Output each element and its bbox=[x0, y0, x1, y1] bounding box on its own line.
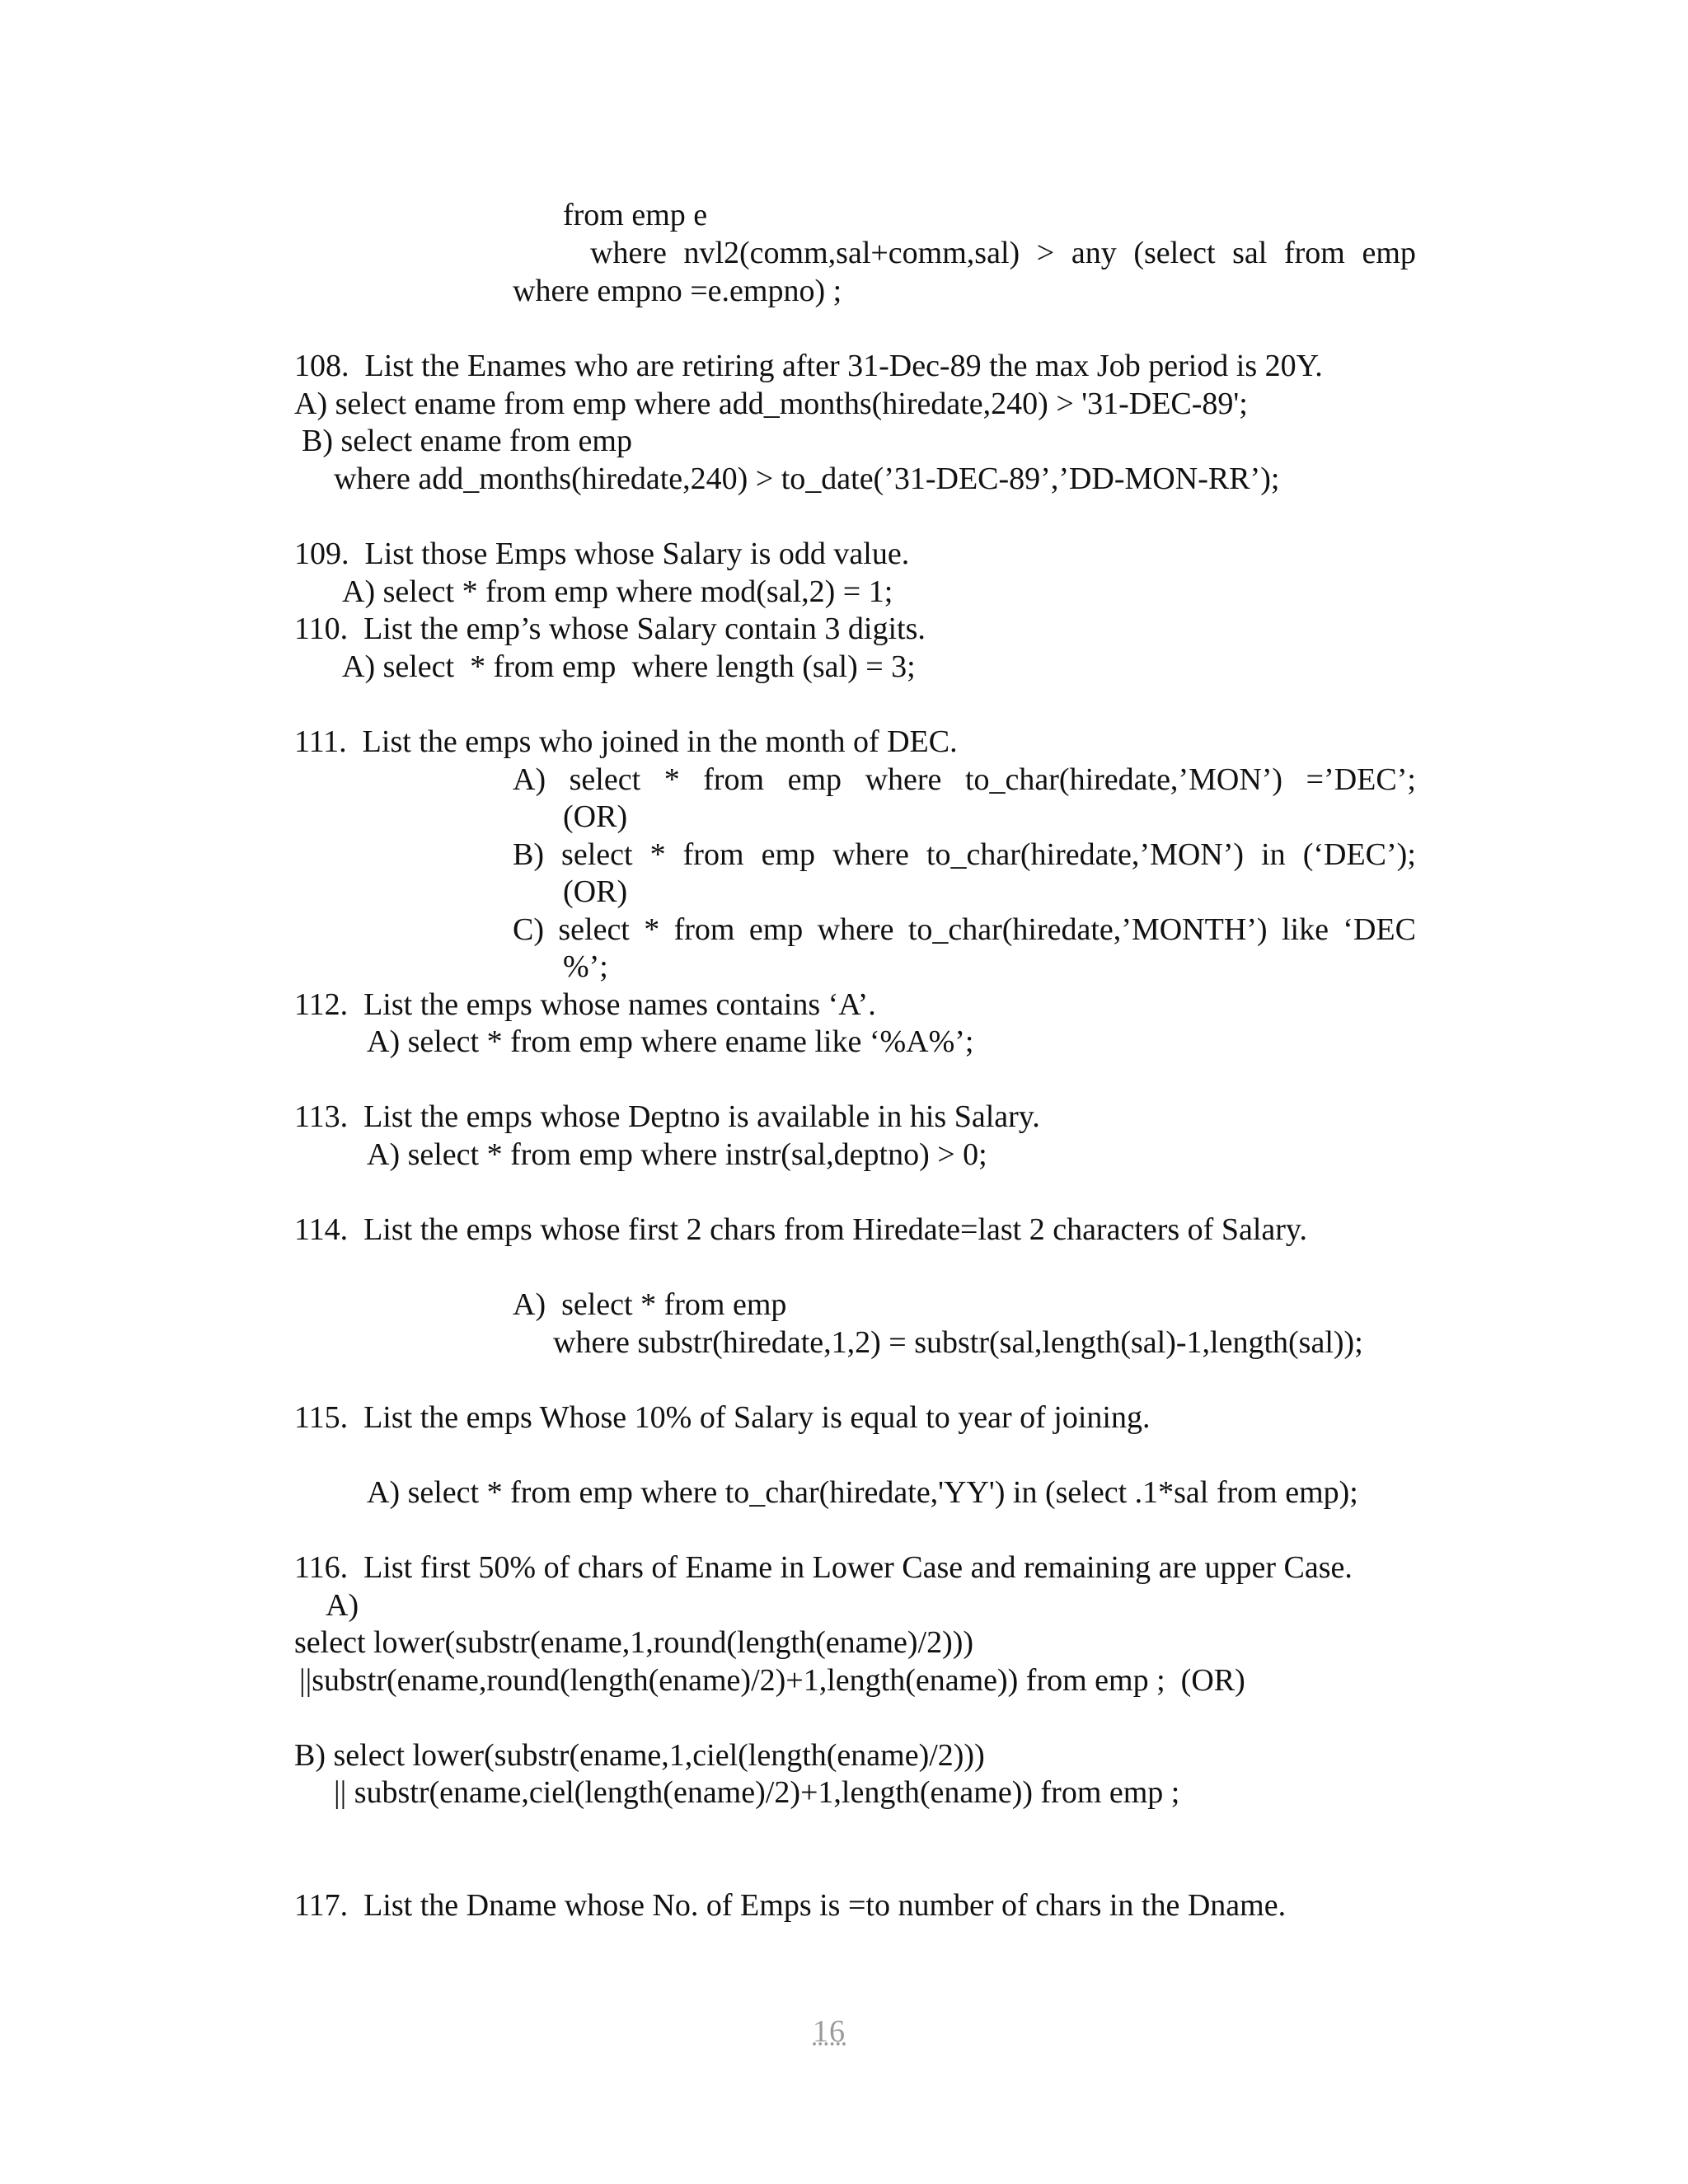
word: * bbox=[663, 762, 680, 797]
word: (‘DEC’); bbox=[1302, 837, 1416, 872]
answer-line: A) select * from emp where to_char(hiredate,'YY') in (select .1*sal from emp); bbox=[367, 1475, 1358, 1510]
answer-line: || substr(ename,ciel(length(ename)/2)+1,length(ename)) from emp ; bbox=[334, 1775, 1180, 1810]
word: to_char(hiredate,’MON’) bbox=[964, 762, 1283, 797]
word: like bbox=[1281, 912, 1329, 947]
question-110: 110. List the emp’s whose Salary contain 3 digits. bbox=[294, 612, 926, 646]
word: * bbox=[649, 837, 666, 872]
question-108: 108. List the Enames who are retiring after 31-Dec-89 the max Job period is 20Y. bbox=[294, 349, 1323, 383]
answer-line: B) select ename from emp bbox=[302, 424, 632, 458]
word: ‘DEC bbox=[1343, 912, 1416, 947]
answer-line: A) select * from emp where mod(sal,2) = 1; bbox=[342, 574, 893, 609]
word: from bbox=[673, 912, 735, 947]
word: to_char(hiredate,’MONTH’) bbox=[907, 912, 1268, 947]
word: emp bbox=[787, 762, 842, 797]
word: to_char(hiredate,’MON’) bbox=[926, 837, 1245, 872]
answer-line bbox=[513, 836, 1416, 874]
word: emp bbox=[761, 837, 816, 872]
answer-line bbox=[513, 911, 1416, 949]
answer-line: A) select ename from emp where add_months(hiredate,240) > '31-DEC-89'; bbox=[294, 387, 1248, 421]
word: > bbox=[1036, 236, 1055, 270]
question-114: 114. List the emps whose first 2 chars from Hiredate=last 2 characters of Salary. bbox=[294, 1212, 1307, 1247]
answer-line bbox=[513, 761, 1416, 799]
word: where bbox=[817, 912, 894, 947]
question-109: 109. List those Emps whose Salary is odd value. bbox=[294, 537, 910, 571]
word: select bbox=[558, 912, 630, 947]
word: C) bbox=[513, 912, 544, 947]
answer-line: A) bbox=[326, 1588, 359, 1623]
answer-line: A) select * from emp bbox=[513, 1287, 787, 1322]
text-line bbox=[590, 234, 1416, 272]
word: A) bbox=[513, 762, 546, 797]
word: sal bbox=[1232, 236, 1268, 270]
word: B) bbox=[513, 837, 544, 872]
word: from bbox=[1283, 236, 1345, 270]
word: emp bbox=[1362, 236, 1416, 270]
answer-line: %’; bbox=[563, 949, 608, 984]
question-116: 116. List first 50% of chars of Ename in Lower Case and remaining are upper Case. bbox=[294, 1550, 1353, 1585]
question-111: 111. List the emps who joined in the month of DEC. bbox=[294, 724, 958, 759]
answer-line: A) select * from emp where ename like ‘%A%’; bbox=[367, 1024, 974, 1059]
answer-line: (OR) bbox=[563, 799, 628, 834]
answer-line: select lower(substr(ename,1,round(length(ename)/2))) bbox=[294, 1625, 974, 1660]
word: select bbox=[569, 762, 641, 797]
question-115: 115. List the emps Whose 10% of Salary is equal to year of joining. bbox=[294, 1400, 1151, 1435]
word: nvl2(comm,sal+comm,sal) bbox=[683, 236, 1020, 270]
answer-line: B) select lower(substr(ename,1,ciel(length(ename)/2))) bbox=[294, 1738, 985, 1773]
word: from bbox=[703, 762, 765, 797]
answer-line: where add_months(hiredate,240) > to_date(’31-DEC-89’,’DD-MON-RR’); bbox=[334, 462, 1280, 496]
word: select bbox=[561, 837, 633, 872]
answer-line: A) select * from emp where length (sal) = 3; bbox=[342, 649, 916, 684]
word: (select bbox=[1133, 236, 1216, 270]
answer-line: where substr(hiredate,1,2) = substr(sal,length(sal)-1,length(sal)); bbox=[553, 1325, 1363, 1360]
word: emp bbox=[748, 912, 804, 947]
word: any bbox=[1071, 236, 1117, 270]
page-number: 16 bbox=[813, 2014, 846, 2049]
question-117: 117. List the Dname whose No. of Emps is =to number of chars in the Dname. bbox=[294, 1888, 1287, 1923]
question-112: 112. List the emps whose names contains ‘A’. bbox=[294, 987, 876, 1022]
answer-line: (OR) bbox=[563, 874, 628, 909]
text-line: from emp e bbox=[563, 198, 708, 232]
word: where bbox=[865, 762, 942, 797]
word: in bbox=[1261, 837, 1286, 872]
answer-line: A) select * from emp where instr(sal,deptno) > 0; bbox=[367, 1137, 987, 1172]
text-line: where empno =e.empno) ; bbox=[513, 274, 842, 308]
question-113: 113. List the emps whose Deptno is available in his Salary. bbox=[294, 1099, 1040, 1134]
word: from bbox=[682, 837, 744, 872]
word: =’DEC’; bbox=[1306, 762, 1416, 797]
answer-line: ||substr(ename,round(length(ename)/2)+1,length(ename)) from emp ; (OR) bbox=[299, 1663, 1245, 1698]
word: where bbox=[832, 837, 909, 872]
word: where bbox=[590, 236, 667, 270]
word: * bbox=[644, 912, 660, 947]
